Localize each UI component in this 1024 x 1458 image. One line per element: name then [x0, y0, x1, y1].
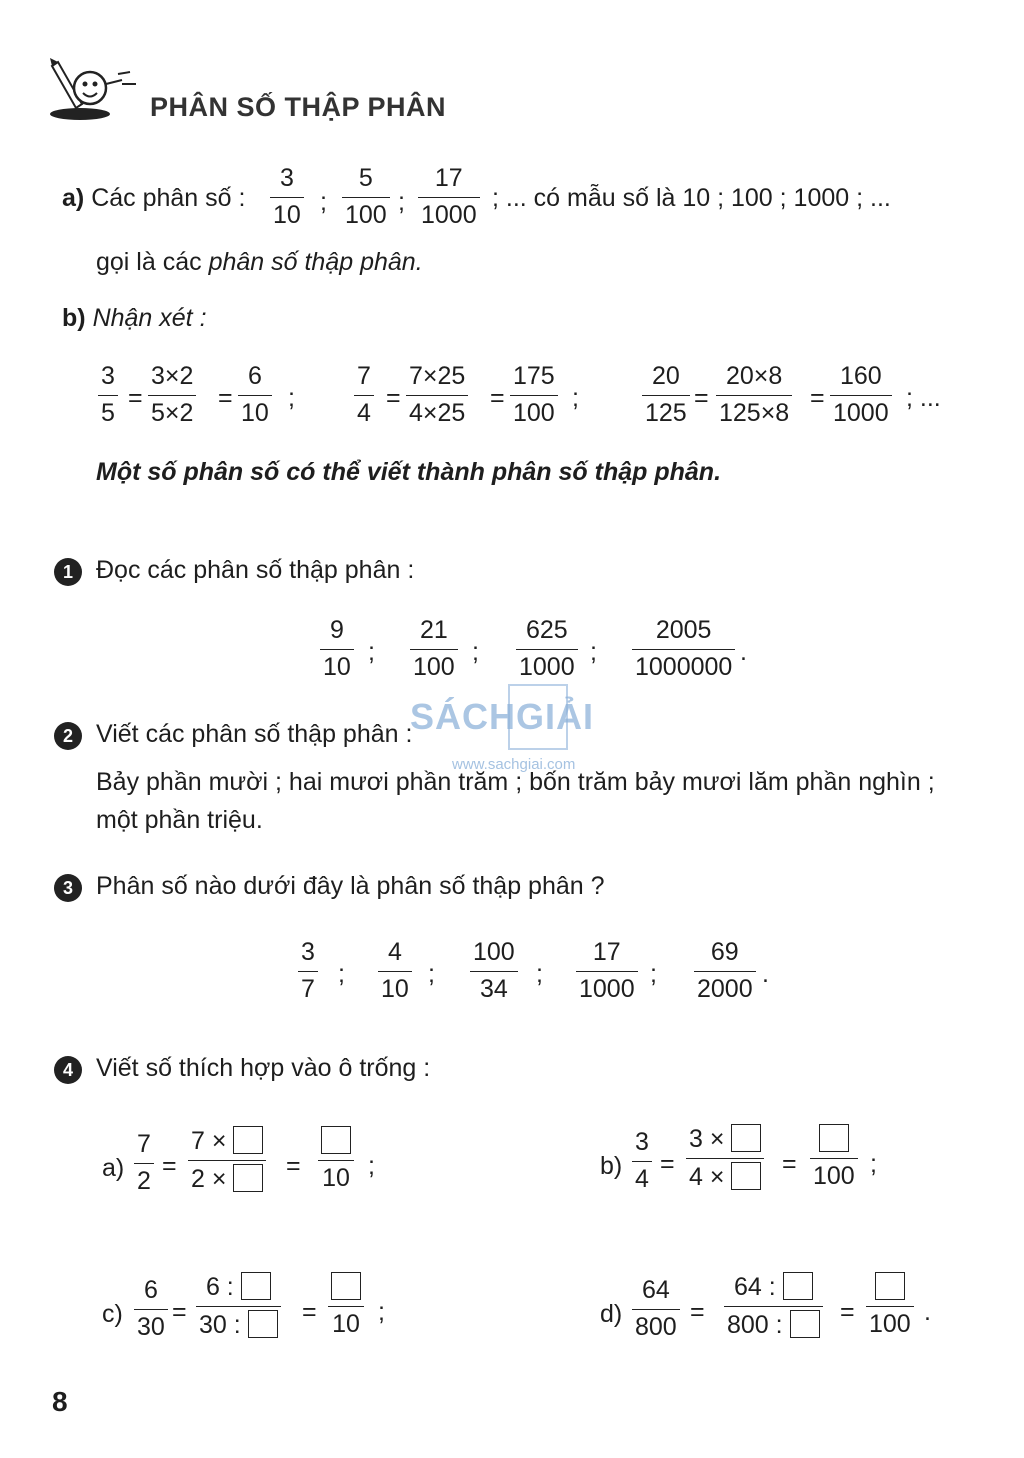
fraction: 7 × 2 ×	[188, 1126, 266, 1194]
ex2-prompt: Viết các phân số thập phân :	[96, 720, 413, 748]
period: .	[740, 638, 747, 666]
section-b-heading: b) Nhận xét :	[62, 304, 207, 332]
equals-sign: =	[690, 1298, 705, 1326]
separator: ;	[650, 960, 657, 988]
section-a-text-before: Các phân số :	[91, 184, 246, 212]
fraction: 7×25 4×25	[406, 362, 468, 428]
equals-sign: =	[162, 1152, 177, 1180]
ex4-prompt: Viết số thích hợp vào ô trống :	[96, 1054, 431, 1082]
equals-sign: =	[840, 1298, 855, 1326]
fraction: 3 7	[298, 938, 318, 1004]
exercise-number-badge: 3	[54, 874, 82, 902]
separator: ;	[368, 638, 375, 666]
period: .	[762, 960, 769, 988]
separator: ;	[590, 638, 597, 666]
fraction: 7 4	[354, 362, 374, 428]
answer-box[interactable]	[819, 1124, 849, 1152]
equals-sign: =	[286, 1152, 301, 1180]
section-a-intro	[62, 184, 245, 213]
fraction: 3 10	[270, 164, 304, 230]
fraction: 2005 1000000	[632, 616, 735, 682]
separator: ;	[368, 1152, 375, 1180]
exercise-number-badge: 1	[54, 558, 82, 586]
separator: ;	[870, 1150, 877, 1178]
equals-sign: =	[782, 1150, 797, 1178]
equals-sign: =	[490, 384, 505, 412]
fraction: 3 × 4 ×	[686, 1124, 764, 1192]
fraction: 10	[328, 1272, 364, 1339]
answer-box[interactable]	[248, 1310, 278, 1338]
item-label: d)	[600, 1300, 623, 1328]
answer-box[interactable]	[790, 1310, 820, 1338]
period: .	[924, 1298, 931, 1326]
section-a-label: a)	[62, 184, 85, 212]
fraction: 5 100	[342, 164, 390, 230]
equals-sign: =	[810, 384, 825, 412]
watermark-logo: SÁCHGIẢI	[410, 696, 595, 737]
fraction: 6 30	[134, 1276, 168, 1342]
answer-box[interactable]	[241, 1272, 271, 1300]
fraction: 17 1000	[418, 164, 480, 230]
fraction: 100	[810, 1124, 858, 1191]
section-a-text-after: ; ... có mẫu số là 10 ; 100 ; 1000 ; ...	[492, 184, 891, 212]
fraction: 64 800	[632, 1276, 680, 1342]
exercise-number-badge: 4	[54, 1056, 82, 1084]
fraction: 17 1000	[576, 938, 638, 1004]
fraction: 625 1000	[516, 616, 578, 682]
fraction: 7 2	[134, 1130, 154, 1196]
section-b-conclusion: Một số phân số có thể viết thành phân số thập phân.	[96, 458, 722, 486]
separator: ;	[320, 188, 327, 216]
exercise-number-badge: 2	[54, 722, 82, 750]
separator: ;	[398, 188, 405, 216]
item-label: c)	[102, 1300, 123, 1328]
separator: ;	[428, 960, 435, 988]
answer-box[interactable]	[233, 1164, 263, 1192]
fraction: 64 : 800 :	[724, 1272, 823, 1340]
fraction: 69 2000	[694, 938, 756, 1004]
answer-box[interactable]	[731, 1162, 761, 1190]
equals-sign: =	[218, 384, 233, 412]
fraction: 21 100	[410, 616, 458, 682]
fraction: 20×8 125×8	[716, 362, 792, 428]
separator: ;	[472, 638, 479, 666]
separator: ;	[572, 384, 579, 412]
section-a-line2: gọi là các phân số thập phân.	[96, 248, 423, 276]
answer-box[interactable]	[875, 1272, 905, 1300]
fraction: 160 1000	[830, 362, 892, 428]
equals-sign: =	[694, 384, 709, 412]
equals-sign: =	[386, 384, 401, 412]
fraction: 10	[318, 1126, 354, 1193]
fraction: 9 10	[320, 616, 354, 682]
fraction: 175 100	[510, 362, 558, 428]
item-label: b)	[600, 1152, 623, 1180]
answer-box[interactable]	[783, 1272, 813, 1300]
answer-box[interactable]	[233, 1126, 263, 1154]
pencil-mascot-icon	[46, 58, 142, 122]
fraction: 6 : 30 :	[196, 1272, 281, 1340]
equals-sign: =	[128, 384, 143, 412]
fraction: 20 125	[642, 362, 690, 428]
term-decimal-fraction: phân số thập phân.	[208, 248, 423, 276]
answer-box[interactable]	[321, 1126, 351, 1154]
answer-box[interactable]	[331, 1272, 361, 1300]
separator: ;	[338, 960, 345, 988]
fraction: 4 10	[378, 938, 412, 1004]
equals-sign: =	[660, 1150, 675, 1178]
equals-sign: =	[302, 1298, 317, 1326]
separator: ;	[288, 384, 295, 412]
item-label: a)	[102, 1154, 125, 1182]
equals-sign: =	[172, 1298, 187, 1326]
separator: ;	[536, 960, 543, 988]
ex3-prompt: Phân số nào dưới đây là phân số thập phân ?	[96, 872, 605, 900]
fraction: 100	[866, 1272, 914, 1339]
watermark-url: www.sachgiai.com	[452, 756, 576, 773]
fraction: 100 34	[470, 938, 518, 1004]
fraction: 3 4	[632, 1128, 652, 1194]
page-number: 8	[52, 1386, 68, 1417]
ex1-prompt: Đọc các phân số thập phân :	[96, 556, 415, 584]
ex2-line2: một phần triệu.	[96, 806, 263, 834]
fraction: 3×2 5×2	[148, 362, 196, 428]
ex2-line1: Bảy phần mười ; hai mươi phần trăm ; bốn trăm bảy mươi lăm phần nghìn ;	[96, 768, 935, 796]
separator: ;	[378, 1298, 385, 1326]
fraction: 6 10	[238, 362, 272, 428]
page-title: PHÂN SỐ THẬP PHÂN	[150, 92, 447, 122]
ellipsis: ; ...	[906, 384, 941, 412]
fraction: 3 5	[98, 362, 118, 428]
answer-box[interactable]	[731, 1124, 761, 1152]
